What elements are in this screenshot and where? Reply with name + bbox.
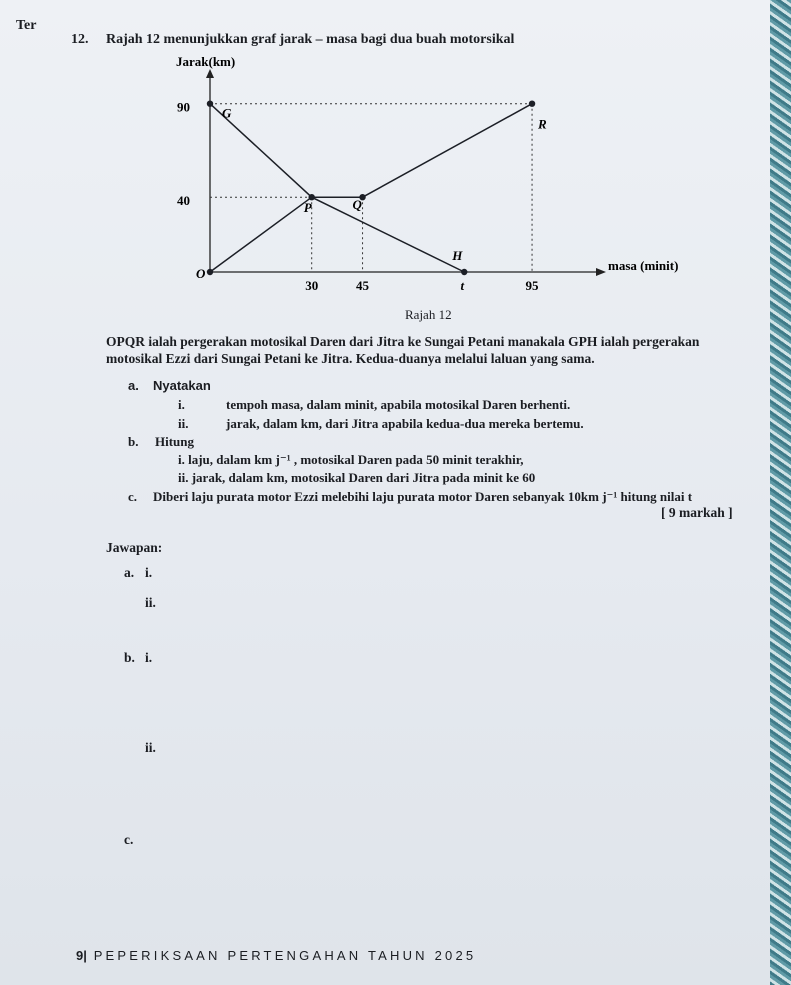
label-r: R [538, 116, 547, 132]
question-number: 12. [71, 32, 89, 47]
y-axis-arrow [206, 69, 214, 78]
page-footer [76, 948, 476, 963]
part-a-i-text: tempoh masa, dalam minit, apabila motosikal Daren berhenti. [226, 397, 571, 412]
part-b-text: Hitung [155, 434, 195, 449]
description-paragraph [106, 333, 746, 367]
answer-a-i-label: i. [145, 565, 153, 580]
x-tick-label: 30 [305, 278, 319, 293]
label-q: Q [352, 197, 362, 213]
marks-label: [ 9 markah ] [661, 505, 733, 520]
answers-title: Jawapan: [106, 540, 163, 555]
answer-a-ii-label: ii. [145, 595, 156, 610]
part-c-label: c. [128, 489, 138, 504]
point-g [207, 101, 213, 107]
y-axis-label: Jarak(km) [176, 54, 236, 69]
series-lines [210, 104, 532, 272]
part-a-label: a. [128, 378, 139, 393]
x-tick-label: t [460, 278, 465, 293]
figure-caption: Rajah 12 [405, 307, 452, 322]
part-a-ii-text: jarak, dalam km, dari Jitra apabila kedua-dua mereka bertemu. [226, 416, 584, 431]
distance-time-graph [0, 0, 770, 330]
header-fragment: Ter [16, 18, 37, 33]
part-a-text: Nyatakan [153, 378, 211, 393]
x-axis-arrow [596, 268, 606, 276]
footer-text: PEPERIKSAAN PERTENGAHAN TAHUN 2025 [93, 948, 477, 963]
part-b-i-text: i. laju, dalam km j⁻¹ , motosikal Daren pada 50 minit terakhir, [178, 452, 524, 467]
part-a-ii-label: ii. [178, 416, 189, 431]
x-tick-label: 95 [525, 278, 539, 293]
answer-a-label: a. [124, 565, 135, 580]
footer-separator: | [83, 948, 87, 963]
x-tick-label: 45 [356, 278, 370, 293]
answer-b-label: b. [124, 650, 135, 665]
data-points [207, 101, 535, 276]
part-a-i-label: i. [178, 397, 185, 412]
answer-b-ii-label: ii. [145, 740, 156, 755]
page-number: 9 [76, 948, 84, 963]
part-b-label: b. [128, 434, 139, 449]
x-axis-label: masa (minit) [608, 258, 679, 273]
point-labels [196, 106, 547, 281]
fabric-edge [770, 0, 791, 985]
paragraph-line-1: OPQR ialah pergerakan motosikal Daren dari Jitra ke Sungai Petani manakala GPH ialah pergerakan [106, 334, 700, 349]
label-p: P [303, 200, 312, 216]
point-r [529, 101, 535, 107]
series-line-gph [210, 104, 464, 272]
y-tick-label: 40 [177, 193, 190, 209]
y-tick-label: 90 [177, 99, 190, 115]
part-b-ii-text: ii. jarak, dalam km, motosikal Daren dari Jitra pada minit ke 60 [178, 470, 536, 485]
guide-lines [210, 104, 532, 272]
answer-b-i-label: i. [145, 650, 153, 665]
answer-c-label: c. [124, 832, 134, 847]
paragraph-line-2: motosikal Ezzi dari Sungai Petani ke Jitra. Kedua-duanya melalui laluan yang sama. [106, 351, 595, 366]
point-h [461, 269, 467, 275]
label-h: H [452, 248, 463, 263]
label-g: G [222, 105, 232, 121]
point-o [207, 269, 213, 275]
part-c-text: Diberi laju purata motor Ezzi melebihi laju purata motor Daren sebanyak 10km j⁻¹ hitung nilai t [153, 489, 693, 504]
series-line-opqr [210, 104, 532, 272]
question-title: Rajah 12 menunjukkan graf jarak – masa bagi dua buah motorsikal [106, 32, 515, 47]
label-o: O [196, 266, 206, 281]
